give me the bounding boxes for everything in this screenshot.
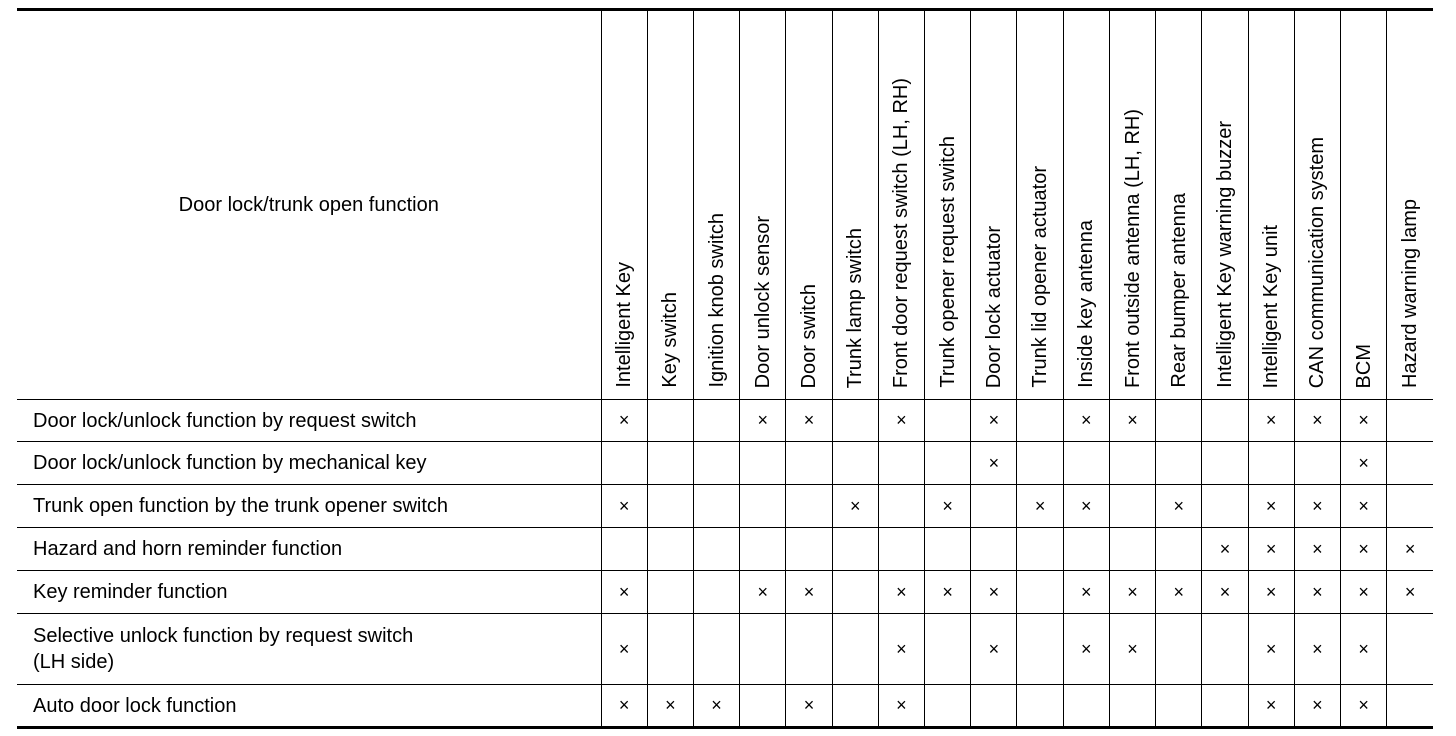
function-label: Selective unlock function by request switch (LH side) xyxy=(17,614,601,685)
empty-cell xyxy=(1063,685,1109,728)
mark-cell: × xyxy=(601,614,647,685)
empty-cell xyxy=(1017,571,1063,614)
mark-cell: × xyxy=(1063,400,1109,442)
empty-cell xyxy=(1109,528,1155,571)
empty-cell xyxy=(1156,442,1202,485)
mark-cell: × xyxy=(971,571,1017,614)
column-header xyxy=(1202,10,1248,400)
column-header xyxy=(786,10,832,400)
table-row xyxy=(17,614,1433,685)
mark-cell: × xyxy=(925,571,971,614)
column-header-label: CAN communication system xyxy=(1306,136,1329,388)
column-header-label: Trunk lid opener actuator xyxy=(1029,166,1052,388)
empty-cell xyxy=(1294,442,1340,485)
column-header xyxy=(925,10,971,400)
table-row xyxy=(17,400,1433,442)
mark-cell: × xyxy=(1202,571,1248,614)
column-header-label: Door unlock sensor xyxy=(751,215,774,388)
mark-cell: × xyxy=(1202,528,1248,571)
empty-cell xyxy=(1387,400,1433,442)
empty-cell xyxy=(693,571,739,614)
empty-cell xyxy=(693,400,739,442)
empty-cell xyxy=(1387,442,1433,485)
mark-cell: × xyxy=(601,571,647,614)
mark-cell: × xyxy=(1156,571,1202,614)
mark-cell: × xyxy=(1248,528,1294,571)
empty-cell xyxy=(693,442,739,485)
empty-cell xyxy=(601,442,647,485)
table-row xyxy=(17,685,1433,728)
empty-cell xyxy=(1202,614,1248,685)
column-header-label: Trunk opener request switch xyxy=(936,136,959,388)
column-header xyxy=(1387,10,1433,400)
mark-cell: × xyxy=(1294,685,1340,728)
column-header xyxy=(647,10,693,400)
mark-cell: × xyxy=(647,685,693,728)
function-label: Trunk open function by the trunk opener switch xyxy=(17,485,601,528)
table-row xyxy=(17,442,1433,485)
empty-cell xyxy=(740,528,786,571)
column-header xyxy=(740,10,786,400)
mark-cell: × xyxy=(971,442,1017,485)
empty-cell xyxy=(1387,685,1433,728)
empty-cell xyxy=(925,685,971,728)
function-label: Auto door lock function xyxy=(17,685,601,728)
function-label: Key reminder function xyxy=(17,571,601,614)
column-header xyxy=(1017,10,1063,400)
empty-cell xyxy=(1063,442,1109,485)
table-row xyxy=(17,571,1433,614)
mark-cell: × xyxy=(1063,614,1109,685)
empty-cell xyxy=(1156,528,1202,571)
empty-cell xyxy=(878,485,924,528)
empty-cell xyxy=(832,400,878,442)
mark-cell: × xyxy=(740,571,786,614)
mark-cell: × xyxy=(1294,400,1340,442)
mark-cell: × xyxy=(971,400,1017,442)
column-header xyxy=(693,10,739,400)
empty-cell xyxy=(925,614,971,685)
empty-cell xyxy=(601,528,647,571)
mark-cell: × xyxy=(1341,528,1387,571)
empty-cell xyxy=(971,528,1017,571)
empty-cell xyxy=(971,685,1017,728)
empty-cell xyxy=(832,685,878,728)
empty-cell xyxy=(1387,614,1433,685)
mark-cell: × xyxy=(1248,485,1294,528)
column-header xyxy=(878,10,924,400)
column-header xyxy=(1063,10,1109,400)
column-header-label: Front door request switch (LH, RH) xyxy=(890,77,913,388)
empty-cell xyxy=(925,528,971,571)
column-header-label: Front outside antenna (LH, RH) xyxy=(1121,108,1144,388)
empty-cell xyxy=(786,442,832,485)
empty-cell xyxy=(1387,485,1433,528)
mark-cell: × xyxy=(832,485,878,528)
function-label: Hazard and horn reminder function xyxy=(17,528,601,571)
empty-cell xyxy=(1248,442,1294,485)
mark-cell: × xyxy=(878,614,924,685)
empty-cell xyxy=(1156,614,1202,685)
column-header-label: Intelligent Key unit xyxy=(1260,224,1283,388)
table-row xyxy=(17,485,1433,528)
empty-cell xyxy=(878,528,924,571)
function-label: Door lock/unlock function by request switch xyxy=(17,400,601,442)
mark-cell: × xyxy=(786,685,832,728)
mark-cell: × xyxy=(693,685,739,728)
column-header xyxy=(971,10,1017,400)
empty-cell xyxy=(1202,485,1248,528)
empty-cell xyxy=(1017,442,1063,485)
function-component-table xyxy=(17,8,1433,729)
mark-cell: × xyxy=(1341,685,1387,728)
column-header xyxy=(601,10,647,400)
column-header-label: Key switch xyxy=(659,292,682,388)
empty-cell xyxy=(1017,614,1063,685)
mark-cell: × xyxy=(1341,442,1387,485)
mark-cell: × xyxy=(1294,614,1340,685)
mark-cell: × xyxy=(1294,571,1340,614)
empty-cell xyxy=(1156,685,1202,728)
mark-cell: × xyxy=(1294,528,1340,571)
empty-cell xyxy=(971,485,1017,528)
empty-cell xyxy=(832,528,878,571)
mark-cell: × xyxy=(1248,400,1294,442)
empty-cell xyxy=(647,571,693,614)
empty-cell xyxy=(925,442,971,485)
empty-cell xyxy=(693,528,739,571)
mark-cell: × xyxy=(786,400,832,442)
empty-cell xyxy=(693,614,739,685)
mark-cell: × xyxy=(1341,571,1387,614)
column-header-label: Intelligent Key warning buzzer xyxy=(1213,121,1236,388)
mark-cell: × xyxy=(601,485,647,528)
empty-cell xyxy=(1017,685,1063,728)
column-header xyxy=(832,10,878,400)
header-row xyxy=(17,10,1433,400)
empty-cell xyxy=(1109,685,1155,728)
mark-cell: × xyxy=(1341,400,1387,442)
mark-cell: × xyxy=(878,685,924,728)
table-row xyxy=(17,528,1433,571)
mark-cell: × xyxy=(925,485,971,528)
empty-cell xyxy=(1202,442,1248,485)
column-header-label: Door switch xyxy=(798,283,820,388)
mark-cell: × xyxy=(1341,614,1387,685)
mark-cell: × xyxy=(1063,571,1109,614)
mark-cell: × xyxy=(1063,485,1109,528)
empty-cell xyxy=(1109,442,1155,485)
empty-cell xyxy=(740,614,786,685)
mark-cell: × xyxy=(1248,614,1294,685)
column-header-label: Inside key antenna xyxy=(1075,220,1098,388)
column-header-label: BCM xyxy=(1352,343,1375,388)
mark-cell: × xyxy=(1387,528,1433,571)
column-header-label: Door lock actuator xyxy=(982,225,1005,388)
empty-cell xyxy=(832,571,878,614)
mark-cell: × xyxy=(1109,400,1155,442)
mark-cell: × xyxy=(1294,485,1340,528)
column-header xyxy=(1341,10,1387,400)
mark-cell: × xyxy=(971,614,1017,685)
empty-cell xyxy=(647,442,693,485)
empty-cell xyxy=(1202,400,1248,442)
mark-cell: × xyxy=(740,400,786,442)
empty-cell xyxy=(1017,400,1063,442)
empty-cell xyxy=(878,442,924,485)
mark-cell: × xyxy=(1109,571,1155,614)
empty-cell xyxy=(1156,400,1202,442)
column-header-label: Intelligent Key xyxy=(613,262,636,388)
mark-cell: × xyxy=(1248,685,1294,728)
empty-cell xyxy=(740,442,786,485)
empty-cell xyxy=(832,442,878,485)
empty-cell xyxy=(786,614,832,685)
mark-cell: × xyxy=(601,400,647,442)
empty-cell xyxy=(1017,528,1063,571)
empty-cell xyxy=(647,614,693,685)
empty-cell xyxy=(1063,528,1109,571)
empty-cell xyxy=(740,685,786,728)
mark-cell: × xyxy=(1017,485,1063,528)
empty-cell xyxy=(740,485,786,528)
column-header xyxy=(1248,10,1294,400)
empty-cell xyxy=(786,528,832,571)
column-header-label: Trunk lamp switch xyxy=(844,227,867,388)
empty-cell xyxy=(832,614,878,685)
empty-cell xyxy=(647,400,693,442)
mark-cell: × xyxy=(878,400,924,442)
empty-cell xyxy=(1109,485,1155,528)
mark-cell: × xyxy=(1248,571,1294,614)
empty-cell xyxy=(925,400,971,442)
mark-cell: × xyxy=(786,571,832,614)
column-header-label: Ignition knob switch xyxy=(705,213,728,388)
empty-cell xyxy=(693,485,739,528)
mark-cell: × xyxy=(601,685,647,728)
column-header-label: Hazard warning lamp xyxy=(1399,199,1422,388)
mark-cell: × xyxy=(1156,485,1202,528)
column-header-label: Rear bumper antenna xyxy=(1167,193,1190,388)
column-header xyxy=(1109,10,1155,400)
empty-cell xyxy=(786,485,832,528)
empty-cell xyxy=(1202,685,1248,728)
column-header xyxy=(1156,10,1202,400)
column-header xyxy=(1294,10,1340,400)
mark-cell: × xyxy=(1387,571,1433,614)
mark-cell: × xyxy=(1109,614,1155,685)
empty-cell xyxy=(647,528,693,571)
function-label: Door lock/unlock function by mechanical key xyxy=(17,442,601,485)
mark-cell: × xyxy=(878,571,924,614)
empty-cell xyxy=(647,485,693,528)
mark-cell: × xyxy=(1341,485,1387,528)
corner-header: Door lock/trunk open function xyxy=(17,10,601,400)
